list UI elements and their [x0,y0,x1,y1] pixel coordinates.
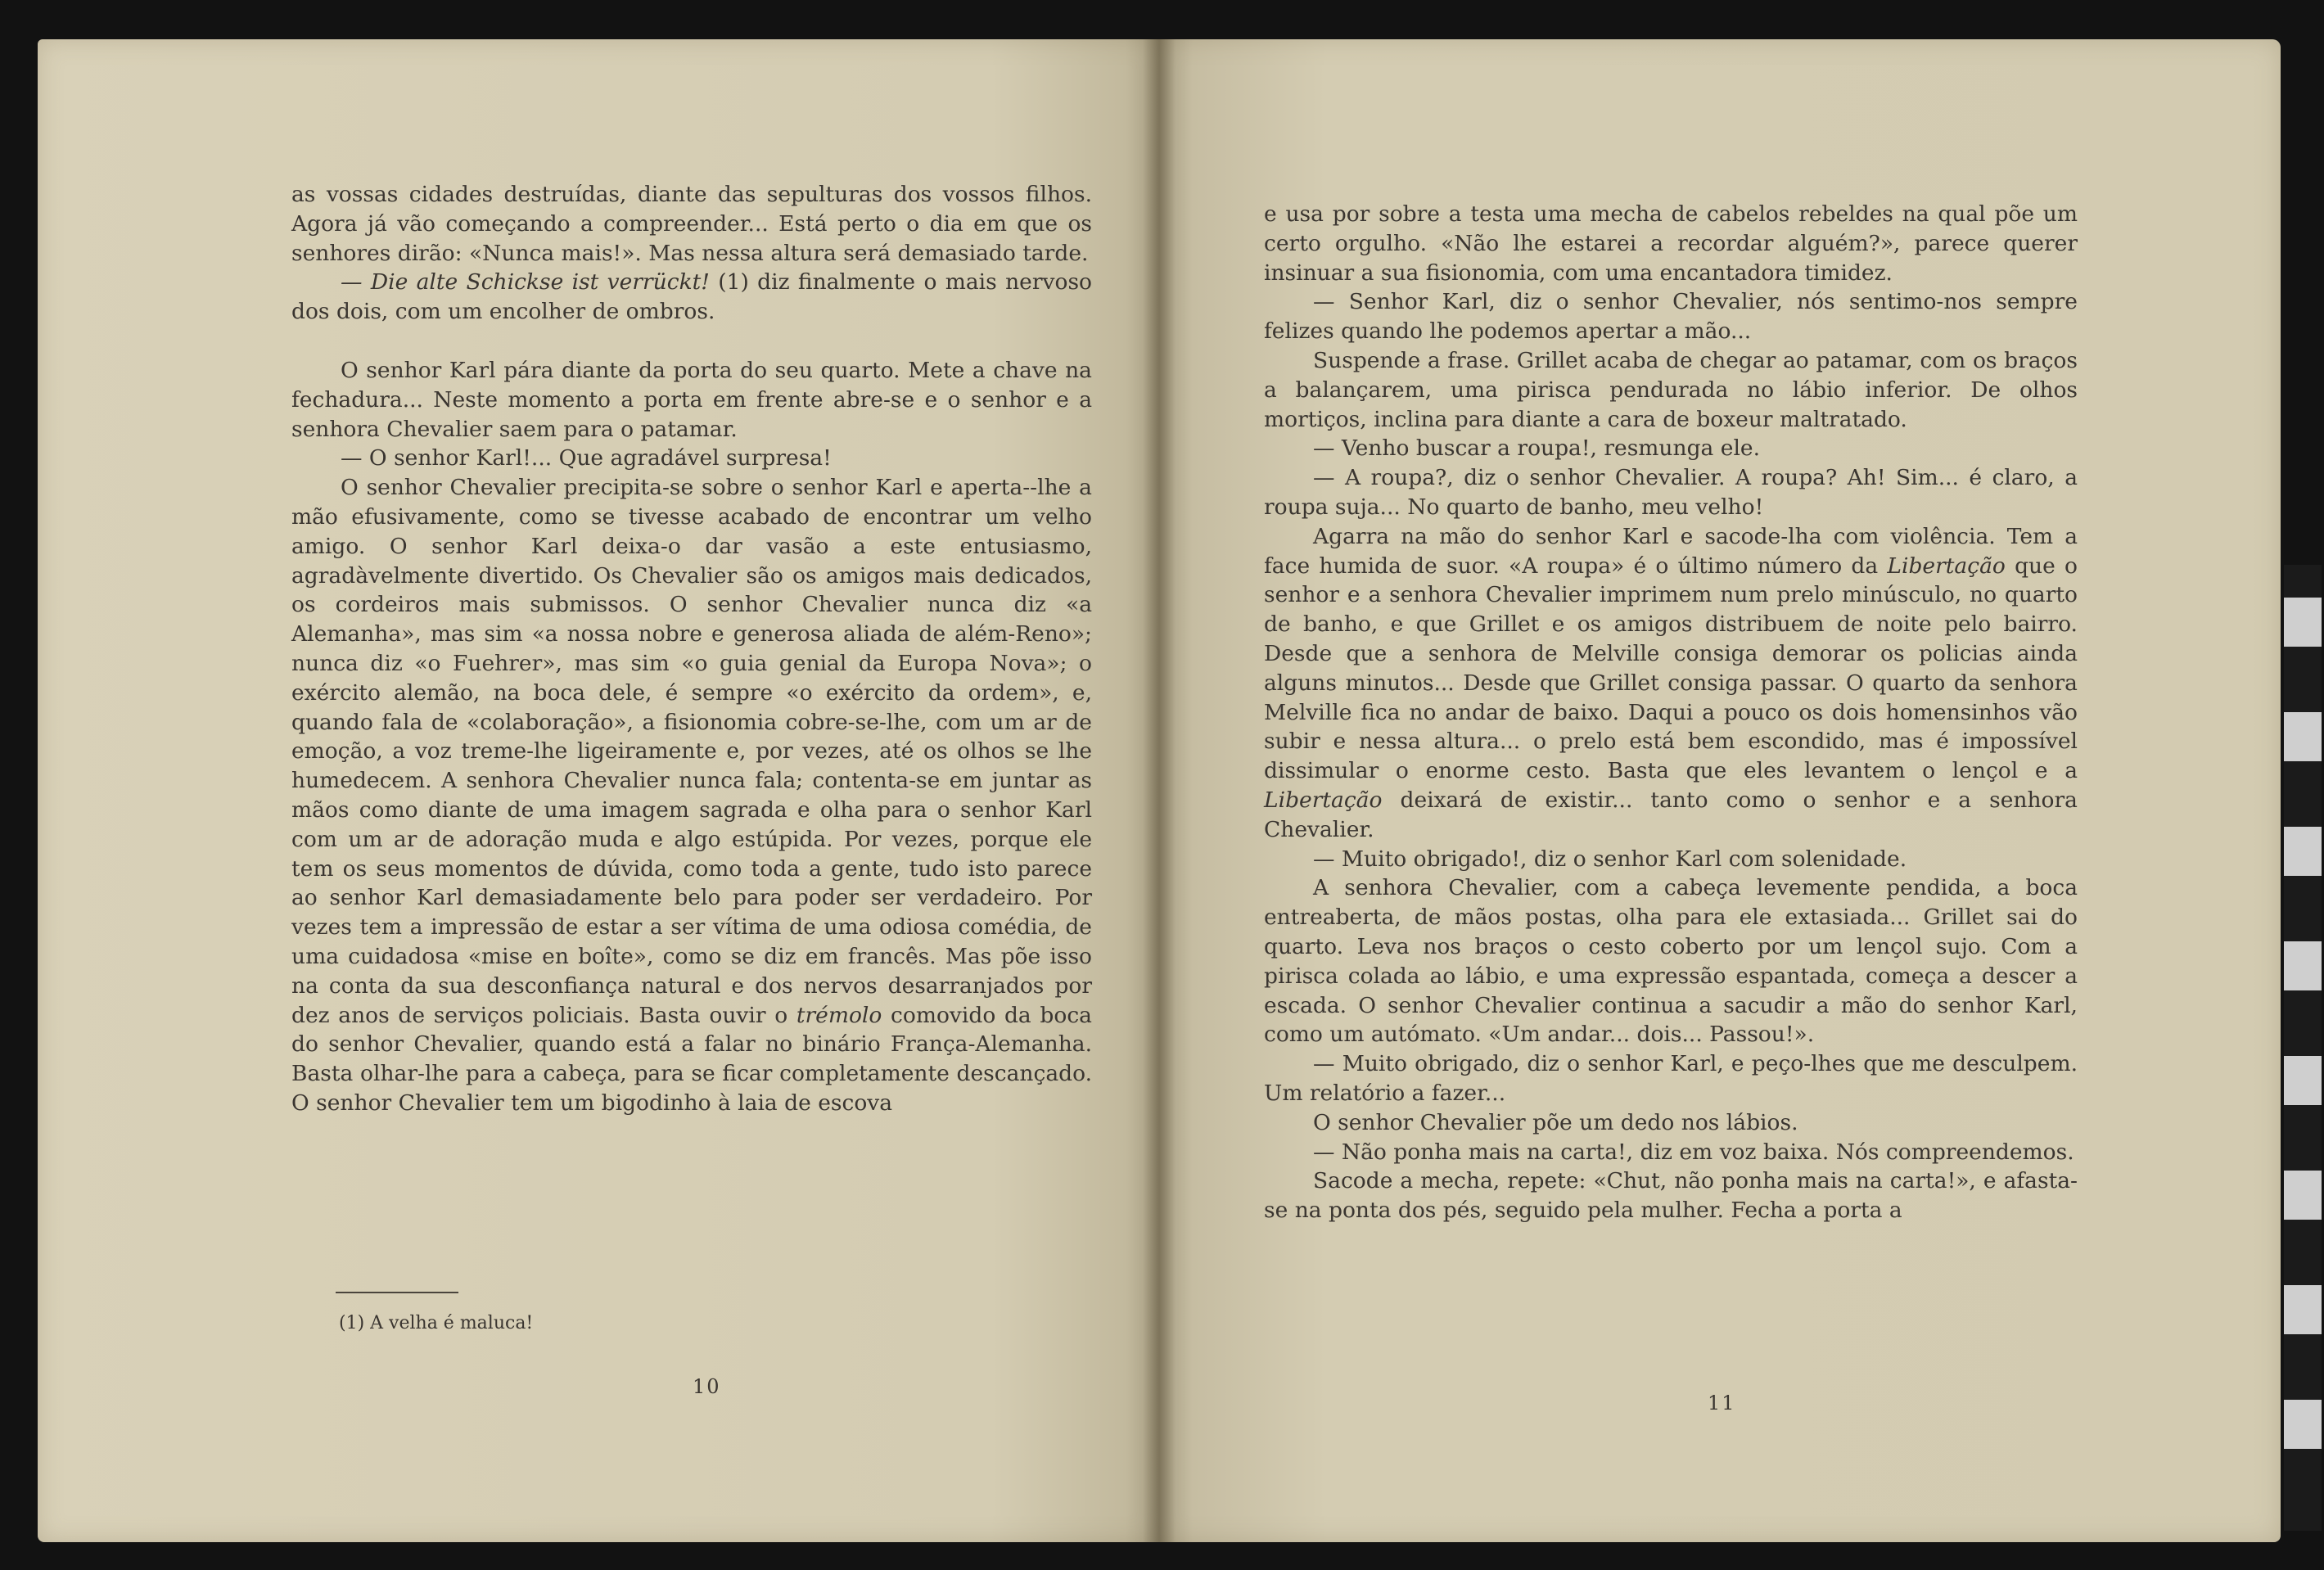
ruler-mark [2284,712,2322,761]
quote-continuation: (1) diz finalmente o mais nervoso dos dois, com um encolher de ombros. [291,269,1092,325]
italic-title: Libertação [1264,787,1383,813]
paragraph: — Muito obrigado!, diz o senhor Karl com solenidade. [1313,846,1907,872]
page-number: 11 [1708,1392,1736,1414]
paragraph-text: que o senhor e a senhora Chevalier imprimem num prelo minúsculo, no quarto de banho, e que Grillet e os amigos distribuem de noite pelo bairro. Desde que a senhora de Melville consiga demorar os policias ainda alguns minutos... Desde que Grillet consiga passar. O quarto da senhora Melville fica no andar de baixo. Daqui a pouco os dois homensinhos vão subir e nessa altura... o prelo está bem escondido, mas é impossível dissimular o enorme cesto. Basta que eles levantem o lençol e a [1264,553,2078,784]
footnote: (1) A velha é maluca! [339,1313,534,1333]
book-gutter [1143,39,1176,1542]
paragraph-text: Agarra na mão do senhor Karl e sacode-lha com violência. Tem a face humida de suor. «A roupa» é o último número da [1264,523,2078,579]
paragraph: O senhor Karl pára diante da porta do seu quarto. Mete a chave na fechadura... Neste momento a porta em frente abre-se e o senhor e a senhora Chevalier saem para o patamar. [291,357,1092,442]
paragraph-text: comovido da boca do senhor Chevalier, quando está a falar no binário França-Alemanha. Basta olhar-lhe para a cabeça, para se ficar completamente descançado. O senhor Chevalier tem um bigodinho à laia de escova [291,1002,1092,1116]
left-page [38,39,1159,1542]
paragraph: — Muito obrigado, diz o senhor Karl, e peço-lhes que me desculpem. Um relatório a fazer... [1264,1051,2078,1106]
italic-title: Libertação [1887,553,2006,579]
ruler-mark [2284,941,2322,990]
paragraph: as vossas cidades destruídas, diante das sepulturas dos vossos filhos. Agora já vão começando a compreender... Está perto o dia em que os senhores dirão: «Nunca mais!». Mas nessa altura será demasiado tarde. [291,182,1092,266]
left-page-text [291,180,1092,1118]
ruler-mark [2284,1056,2322,1105]
paragraph: — Senhor Karl, diz o senhor Chevalier, nós sentimo-nos sempre felizes quando lhe podemos apertar a mão... [1264,289,2078,345]
page-number: 10 [693,1375,721,1398]
italic-word: trémolo [796,1002,882,1028]
paragraph: Sacode a mecha, repete: «Chut, não ponha mais na carta!», e afasta-se na ponta dos pés, seguido pela mulher. Fecha a porta a [1264,1168,2078,1224]
paragraph: e usa por sobre a testa uma mecha de cabelos rebeldes na qual põe um certo orgulho. «Não lhe estarei a recordar alguém?», parece querer insinuar a sua fisionomia, com uma encantadora timidez. [1264,201,2078,286]
paragraph: — Venho buscar a roupa!, resmunga ele. [1313,435,1761,462]
paragraph [291,473,1092,1118]
open-book [38,39,2281,1542]
paragraph [291,268,1092,327]
paragraph: — Não ponha mais na carta!, diz em voz baixa. Nós compreendemos. [1313,1139,2074,1165]
ruler-mark [2284,598,2322,647]
paragraph [1264,522,2078,845]
footnote-rule [336,1292,458,1293]
paragraph-text: deixará de existir... tanto como o senhor e a senhora Chevalier. [1264,787,2078,842]
paragraph: O senhor Chevalier põe um dedo nos lábios. [1313,1109,1798,1135]
right-page [1159,39,2281,1542]
ruler-mark [2284,1171,2322,1220]
paragraph: — O senhor Karl!... Que agradável surpresa! [341,445,832,471]
paragraph: — A roupa?, diz o senhor Chevalier. A roupa? Ah! Sim... é claro, a roupa suja... No quarto de banho, meu velho! [1264,465,2078,520]
ruler-mark [2284,1285,2322,1334]
paragraph: Suspende a frase. Grillet acaba de chegar ao patamar, com os braços a balançarem, uma pirisca pendurada no lábio inferior. De olhos mortiços, inclina para diante a cara de boxeur maltratado. [1264,347,2078,432]
scale-ruler [2284,565,2322,1531]
german-quote: — Die alte Schickse ist verrückt! [341,269,710,296]
paragraph-text: O senhor Chevalier precipita-se sobre o senhor Karl e aperta--lhe a mão efusivamente, como se tivesse acabado de encontrar um velho amigo. O senhor Karl deixa-o dar vasão a este entusiasmo, agradàvelmente divertido. Os Chevalier são os amigos mais dedicados, os cordeiros mais submissos. O senhor Chevalier nunca diz «a Alemanha», mas sim «a nossa nobre e generosa aliada de além-Reno»; nunca diz «o Fuehrer», mas sim «o guia genial da Europa Nova»; o exército alemão, na boca dele, é sempre «o exército da ordem», e, quando fala de «colaboração», a fisionomia cobre-se-lhe, com um ar de emoção, a voz treme-lhe ligeiramente e, por vezes, até os olhos se lhe humedecem. A senhora Chevalier nunca fala; contenta-se em juntar as mãos como diante de uma imagem sagrada e olha para o senhor Karl com um ar de adoração muda e algo estúpida. Por vezes, porque ele tem os seus momentos de dúvida, como toda a gente, tudo isto parece ao senhor Karl demasiadamente belo para poder ser verdadeiro. Por vezes tem a impressão de estar a ser vítima de uma odiosa comédia, de uma cuidadosa «mise en boîte», como se diz em francês. Mas põe isso na conta da sua desconfiança natural e dos nervos desarranjados por dez anos de serviços policiais. Basta ouvir o [291,475,1092,1028]
ruler-mark [2284,827,2322,876]
paragraph: A senhora Chevalier, com a cabeça levemente pendida, a boca entreaberta, de mãos postas, olha para ele extasiada... Grillet sai do quarto. Leva nos braços o cesto coberto por um lençol sujo. Com a pirisca colada ao lábio, e uma expressão espantada, começa a descer a escada. O senhor Chevalier continua a sacudir a mão do senhor Karl, como um autómato. «Um andar... dois... Passou!». [1264,875,2078,1048]
ruler-mark [2284,1400,2322,1449]
right-page-text [1264,200,2078,1225]
